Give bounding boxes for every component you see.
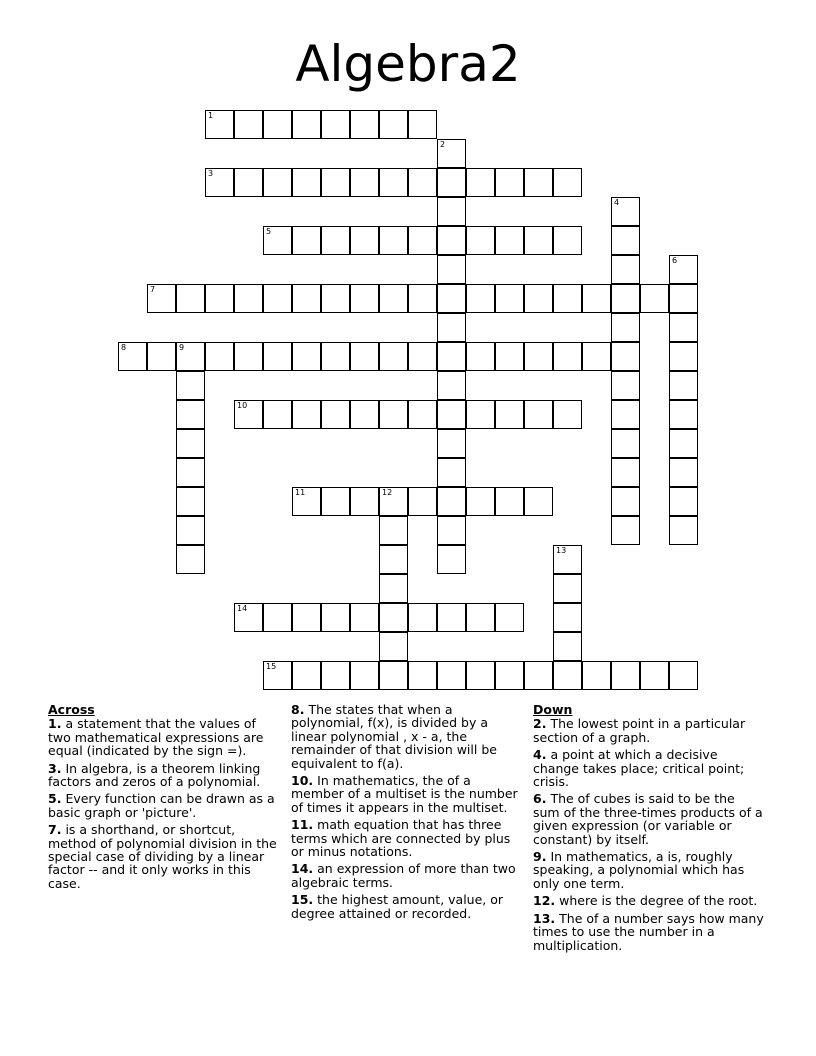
- grid-cell[interactable]: [495, 168, 524, 197]
- grid-cell[interactable]: [176, 487, 205, 516]
- clue-number-label: 10: [237, 401, 248, 410]
- grid-cell[interactable]: [611, 458, 640, 487]
- grid-cell[interactable]: [321, 661, 350, 690]
- grid-cell[interactable]: [292, 284, 321, 313]
- grid-cell[interactable]: [379, 603, 408, 632]
- clue-number: 11.: [291, 817, 314, 833]
- clue-number-label: 6: [672, 256, 678, 265]
- clue-number-label: 4: [614, 198, 620, 207]
- grid-cell[interactable]: [292, 110, 321, 139]
- grid-cell[interactable]: [669, 429, 698, 458]
- grid-cell[interactable]: [292, 603, 321, 632]
- grid-cell[interactable]: [466, 400, 495, 429]
- grid-cell[interactable]: [466, 487, 495, 516]
- grid-cell[interactable]: [466, 226, 495, 255]
- grid-cell[interactable]: [350, 168, 379, 197]
- grid-cell[interactable]: [263, 661, 292, 690]
- grid-cell[interactable]: [611, 371, 640, 400]
- grid-cell[interactable]: [234, 603, 263, 632]
- grid-cell[interactable]: [379, 632, 408, 661]
- grid-cell[interactable]: [350, 487, 379, 516]
- clue-number-label: 11: [295, 488, 306, 497]
- grid-cell[interactable]: [611, 516, 640, 545]
- grid-cell[interactable]: [437, 226, 466, 255]
- grid-cell[interactable]: [176, 342, 205, 371]
- clue-across-3: [48, 762, 278, 789]
- grid-cell[interactable]: [495, 603, 524, 632]
- grid-cell[interactable]: [263, 342, 292, 371]
- grid-cell[interactable]: [408, 487, 437, 516]
- clue-number: 2.: [533, 716, 547, 732]
- grid-cell[interactable]: [408, 168, 437, 197]
- grid-cell[interactable]: [553, 632, 582, 661]
- grid-cell[interactable]: [495, 487, 524, 516]
- grid-cell[interactable]: [379, 284, 408, 313]
- grid-cell[interactable]: [611, 342, 640, 371]
- grid-cell[interactable]: [292, 487, 321, 516]
- down-clues-column: [533, 703, 765, 956]
- grid-cell[interactable]: [553, 284, 582, 313]
- grid-cell[interactable]: [350, 226, 379, 255]
- grid-cell[interactable]: [263, 400, 292, 429]
- grid-cell[interactable]: [553, 400, 582, 429]
- grid-cell[interactable]: [176, 371, 205, 400]
- clue-number: 5.: [48, 791, 62, 807]
- grid-cell[interactable]: [408, 226, 437, 255]
- clue-text: a statement that the values of two mathematical expressions are equal (indicated by the sign =).: [48, 716, 264, 759]
- grid-cell[interactable]: [292, 168, 321, 197]
- clue-text: In mathematics, the of a member of a multiset is the number of times it appears in the multiset.: [291, 773, 518, 815]
- grid-cell[interactable]: [611, 487, 640, 516]
- clue-number-label: 3: [208, 169, 214, 178]
- grid-cell[interactable]: [263, 168, 292, 197]
- grid-cell[interactable]: [350, 284, 379, 313]
- clue-number: 6.: [533, 791, 547, 807]
- across-clues-column-2: [291, 703, 527, 924]
- grid-cell[interactable]: [379, 516, 408, 545]
- across-heading: Across: [48, 702, 95, 717]
- clue-number-label: 8: [121, 343, 127, 352]
- clue-text: The lowest point in a particular section of a graph.: [533, 716, 746, 745]
- grid-cell[interactable]: [524, 284, 553, 313]
- clue-number: 12.: [533, 893, 556, 909]
- grid-cell[interactable]: [234, 284, 263, 313]
- clue-text: In mathematics, a is, roughly speaking, a polynomial which has only one term.: [533, 849, 745, 891]
- grid-cell[interactable]: [437, 487, 466, 516]
- grid-cell[interactable]: [321, 168, 350, 197]
- grid-cell[interactable]: [611, 313, 640, 342]
- grid-cell[interactable]: [292, 342, 321, 371]
- grid-cell[interactable]: [524, 342, 553, 371]
- grid-cell[interactable]: [205, 284, 234, 313]
- grid-cell[interactable]: [408, 603, 437, 632]
- grid-cell[interactable]: [611, 255, 640, 284]
- grid-cell[interactable]: [118, 342, 147, 371]
- grid-cell[interactable]: [437, 168, 466, 197]
- grid-cell[interactable]: [437, 313, 466, 342]
- clue-down-9: [533, 850, 765, 890]
- grid-cell[interactable]: [263, 284, 292, 313]
- grid-cell[interactable]: [524, 487, 553, 516]
- clue-number-label: 15: [266, 662, 277, 671]
- grid-cell[interactable]: [553, 342, 582, 371]
- grid-cell[interactable]: [553, 545, 582, 574]
- grid-cell[interactable]: [495, 661, 524, 690]
- grid-cell[interactable]: [379, 574, 408, 603]
- grid-cell[interactable]: [524, 168, 553, 197]
- grid-cell[interactable]: [321, 603, 350, 632]
- clue-across-10: [291, 774, 527, 814]
- clue-text: the highest amount, value, or degree attained or recorded.: [291, 892, 504, 921]
- grid-cell[interactable]: [350, 661, 379, 690]
- clue-number: 3.: [48, 760, 62, 776]
- grid-cell[interactable]: [292, 226, 321, 255]
- grid-cell[interactable]: [553, 574, 582, 603]
- grid-cell[interactable]: [437, 661, 466, 690]
- grid-cell[interactable]: [466, 661, 495, 690]
- clue-number-label: 14: [237, 604, 248, 613]
- grid-cell[interactable]: [263, 603, 292, 632]
- grid-cell[interactable]: [379, 661, 408, 690]
- clue-number-label: 12: [382, 488, 393, 497]
- clue-text: Every function can be drawn as a basic graph or 'picture'.: [48, 791, 275, 820]
- grid-cell[interactable]: [408, 284, 437, 313]
- grid-cell[interactable]: [669, 458, 698, 487]
- grid-cell[interactable]: [263, 226, 292, 255]
- grid-cell[interactable]: [437, 429, 466, 458]
- grid-cell[interactable]: [524, 400, 553, 429]
- grid-cell[interactable]: [205, 110, 234, 139]
- grid-cell[interactable]: [553, 661, 582, 690]
- grid-cell[interactable]: [176, 545, 205, 574]
- grid-cell[interactable]: [234, 168, 263, 197]
- grid-cell[interactable]: [176, 400, 205, 429]
- grid-cell[interactable]: [408, 400, 437, 429]
- grid-cell[interactable]: [466, 284, 495, 313]
- grid-cell[interactable]: [669, 400, 698, 429]
- clue-number-label: 13: [556, 546, 567, 555]
- grid-cell[interactable]: [408, 110, 437, 139]
- grid-cell[interactable]: [321, 342, 350, 371]
- grid-cell[interactable]: [611, 284, 640, 313]
- grid-cell[interactable]: [437, 255, 466, 284]
- grid-cell[interactable]: [437, 458, 466, 487]
- grid-cell[interactable]: [263, 110, 292, 139]
- grid-cell[interactable]: [669, 313, 698, 342]
- grid-cell[interactable]: [669, 661, 698, 690]
- grid-cell[interactable]: [437, 284, 466, 313]
- grid-cell[interactable]: [553, 603, 582, 632]
- down-heading: Down: [533, 702, 573, 717]
- grid-cell[interactable]: [408, 342, 437, 371]
- clue-across-1: [48, 717, 278, 757]
- grid-cell[interactable]: [176, 284, 205, 313]
- clue-number: 14.: [291, 861, 314, 877]
- clue-number: 1.: [48, 716, 62, 732]
- grid-cell[interactable]: [611, 661, 640, 690]
- grid-cell[interactable]: [495, 284, 524, 313]
- grid-cell[interactable]: [176, 516, 205, 545]
- grid-cell[interactable]: [495, 342, 524, 371]
- across-clues-column-1: [48, 703, 278, 894]
- grid-cell[interactable]: [553, 168, 582, 197]
- grid-cell[interactable]: [582, 342, 611, 371]
- clue-number-label: 5: [266, 227, 272, 236]
- clue-number-label: 7: [150, 285, 156, 294]
- clue-across-11: [291, 818, 527, 858]
- grid-cell[interactable]: [640, 661, 669, 690]
- grid-cell[interactable]: [582, 661, 611, 690]
- grid-cell[interactable]: [669, 516, 698, 545]
- grid-cell[interactable]: [669, 371, 698, 400]
- grid-cell[interactable]: [640, 284, 669, 313]
- grid-cell[interactable]: [379, 545, 408, 574]
- grid-cell[interactable]: [466, 342, 495, 371]
- grid-cell[interactable]: [669, 342, 698, 371]
- clue-number: 13.: [533, 910, 556, 926]
- clue-across-8: [291, 703, 527, 770]
- clue-down-4: [533, 748, 765, 788]
- clue-number-label: 1: [208, 111, 214, 120]
- clue-text: The of cubes is said to be the sum of the three-times products of a given expression (or variable or constant) by itself.: [533, 791, 763, 847]
- grid-cell[interactable]: [524, 226, 553, 255]
- clue-number: 8.: [291, 702, 305, 717]
- grid-cell[interactable]: [669, 284, 698, 313]
- page-title: Algebra2: [295, 35, 521, 93]
- clue-number: 9.: [533, 849, 547, 865]
- grid-cell[interactable]: [437, 516, 466, 545]
- grid-cell[interactable]: [205, 168, 234, 197]
- clue-number: 10.: [291, 773, 314, 789]
- grid-cell[interactable]: [234, 400, 263, 429]
- clue-number: 15.: [291, 892, 314, 908]
- grid-cell[interactable]: [611, 226, 640, 255]
- grid-cell[interactable]: [611, 197, 640, 226]
- clue-text: The of a number says how many times to use the number in a multiplication.: [533, 910, 764, 953]
- grid-cell[interactable]: [205, 342, 234, 371]
- clue-text: is a shorthand, or shortcut, method of polynomial division in the special case of dividing by a linear factor -- and it only works in this case.: [48, 822, 277, 891]
- clue-text: an expression of more than two algebraic terms.: [291, 861, 516, 890]
- clue-text: where is the degree of the root.: [559, 893, 758, 909]
- grid-cell[interactable]: [321, 226, 350, 255]
- grid-cell[interactable]: [611, 429, 640, 458]
- grid-cell[interactable]: [379, 487, 408, 516]
- clue-number-label: 2: [440, 140, 446, 149]
- clue-text: In algebra, is a theorem linking factors and zeros of a polynomial.: [48, 760, 261, 790]
- clue-text: The states that when a polynomial, f(x), is divided by a linear polynomial , x - a, the remainder of that division will be equivalent to f(a).: [291, 702, 497, 771]
- grid-cell[interactable]: [495, 226, 524, 255]
- grid-cell[interactable]: [669, 487, 698, 516]
- grid-cell[interactable]: [292, 661, 321, 690]
- clue-across-14: [291, 862, 527, 889]
- grid-cell[interactable]: [176, 458, 205, 487]
- grid-cell[interactable]: [321, 400, 350, 429]
- grid-cell[interactable]: [437, 603, 466, 632]
- clue-down-13: [533, 912, 765, 952]
- grid-cell[interactable]: [466, 168, 495, 197]
- clue-number: 4.: [533, 747, 547, 763]
- clue-across-5: [48, 792, 278, 819]
- clue-across-15: [291, 893, 527, 920]
- clue-down-6: [533, 792, 765, 846]
- clue-across-7: [48, 823, 278, 890]
- grid-cell[interactable]: [466, 603, 495, 632]
- grid-cell[interactable]: [321, 487, 350, 516]
- grid-cell[interactable]: [524, 661, 553, 690]
- clue-down-12: [533, 894, 765, 907]
- grid-cell[interactable]: [321, 110, 350, 139]
- clue-text: math equation that has three terms which are connected by plus or minus notations.: [291, 817, 511, 860]
- grid-cell[interactable]: [234, 110, 263, 139]
- grid-cell[interactable]: [350, 110, 379, 139]
- grid-cell[interactable]: [582, 284, 611, 313]
- clue-number: 7.: [48, 822, 62, 838]
- grid-cell[interactable]: [147, 284, 176, 313]
- grid-cell[interactable]: [437, 400, 466, 429]
- grid-cell[interactable]: [437, 371, 466, 400]
- grid-cell[interactable]: [437, 342, 466, 371]
- grid-cell[interactable]: [234, 342, 263, 371]
- grid-cell[interactable]: [379, 400, 408, 429]
- grid-cell[interactable]: [379, 342, 408, 371]
- grid-cell[interactable]: [437, 545, 466, 574]
- grid-cell[interactable]: [292, 400, 321, 429]
- grid-cell[interactable]: [176, 429, 205, 458]
- grid-cell[interactable]: [437, 139, 466, 168]
- grid-cell[interactable]: [379, 110, 408, 139]
- clue-down-2: [533, 717, 765, 744]
- grid-cell[interactable]: [495, 400, 524, 429]
- grid-cell[interactable]: [669, 255, 698, 284]
- grid-cell[interactable]: [321, 284, 350, 313]
- grid-cell[interactable]: [379, 168, 408, 197]
- grid-cell[interactable]: [611, 400, 640, 429]
- clue-number-label: 9: [179, 343, 185, 352]
- clue-text: a point at which a decisive change takes place; critical point; crisis.: [533, 747, 745, 790]
- grid-cell[interactable]: [147, 342, 176, 371]
- grid-cell[interactable]: [437, 197, 466, 226]
- grid-cell[interactable]: [379, 226, 408, 255]
- grid-cell[interactable]: [350, 603, 379, 632]
- grid-cell[interactable]: [350, 342, 379, 371]
- grid-cell[interactable]: [553, 226, 582, 255]
- grid-cell[interactable]: [350, 400, 379, 429]
- grid-cell[interactable]: [408, 661, 437, 690]
